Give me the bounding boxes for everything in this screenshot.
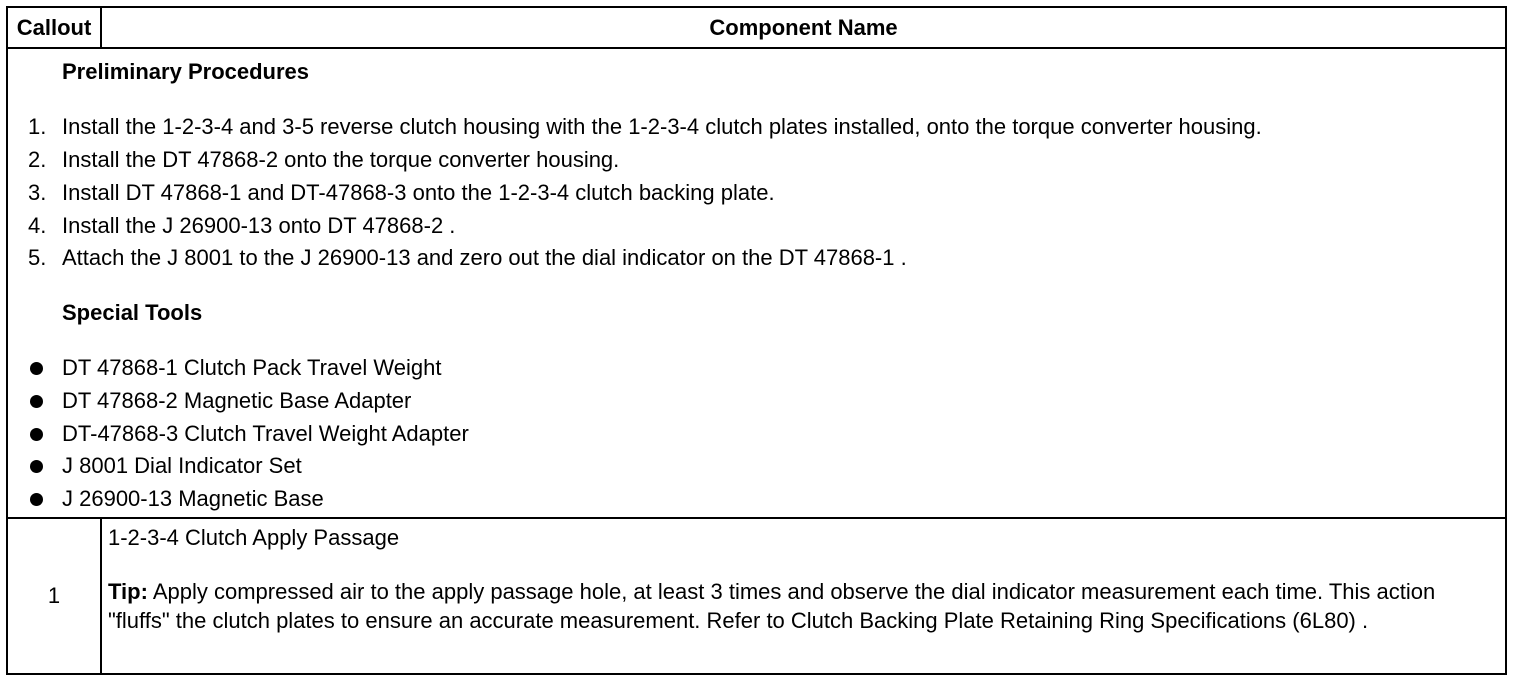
list-item	[8, 243, 1505, 273]
special-tools-heading-line	[8, 298, 1505, 328]
list-item	[8, 484, 1505, 514]
list-item	[8, 112, 1505, 142]
step-number: 1.	[28, 114, 47, 139]
step-text: Attach the J 8001 to the J 26900-13 and zero out the dial indicator on the DT 47868-1 .	[62, 245, 907, 270]
preliminary-cell	[7, 48, 1506, 518]
callout-column-header: Callout	[7, 7, 101, 48]
list-item	[8, 211, 1505, 241]
tool-text: DT 47868-1 Clutch Pack Travel Weight	[62, 355, 442, 380]
bullet-icon	[30, 493, 43, 506]
bullet-icon	[30, 362, 43, 375]
table-row	[7, 518, 1506, 674]
step-number: 3.	[28, 180, 47, 205]
tool-text: DT-47868-3 Clutch Travel Weight Adapter	[62, 421, 469, 446]
tool-text: DT 47868-2 Magnetic Base Adapter	[62, 388, 412, 413]
list-item	[8, 386, 1505, 416]
step-text: Install the J 26900-13 onto DT 47868-2 .	[62, 213, 456, 238]
bullet-icon	[30, 428, 43, 441]
component-cell	[101, 518, 1506, 674]
step-text: Install the 1-2-3-4 and 3-5 reverse clutch housing with the 1-2-3-4 clutch plates installed, onto the torque converter housing.	[62, 114, 1262, 139]
step-text: Install the DT 47868-2 onto the torque converter housing.	[62, 147, 620, 172]
step-number: 4.	[28, 213, 47, 238]
tip-label: Tip:	[108, 579, 148, 604]
tool-text: J 26900-13 Magnetic Base	[62, 486, 324, 511]
procedure-table	[6, 6, 1507, 675]
list-item	[8, 353, 1505, 383]
bullet-icon	[30, 395, 43, 408]
tool-text: J 8001 Dial Indicator Set	[62, 453, 302, 478]
table-header-row	[7, 7, 1506, 48]
preliminary-row	[7, 48, 1506, 518]
step-number: 5.	[28, 245, 47, 270]
special-tools-heading: Special Tools	[62, 300, 203, 325]
tip-text: Apply compressed air to the apply passage hole, at least 3 times and observe the dial indicator measurement each time. This action "fluffs" the clutch plates to ensure an accurate measurement. Refer to Clutch Backing Plate Retaining Ring Specifications (6L80) .	[108, 579, 1436, 633]
preliminary-heading-line	[8, 57, 1505, 87]
list-item	[8, 451, 1505, 481]
list-item	[8, 419, 1505, 449]
callout-number: 1	[7, 518, 101, 674]
component-name-column-header: Component Name	[101, 7, 1506, 48]
list-item	[8, 178, 1505, 208]
preliminary-procedures-heading: Preliminary Procedures	[62, 59, 310, 84]
tip-paragraph	[108, 577, 1499, 635]
component-title: 1-2-3-4 Clutch Apply Passage	[108, 525, 400, 550]
step-text: Install DT 47868-1 and DT-47868-3 onto the 1-2-3-4 clutch backing plate.	[62, 180, 775, 205]
step-number: 2.	[28, 147, 47, 172]
bullet-icon	[30, 460, 43, 473]
list-item	[8, 145, 1505, 175]
